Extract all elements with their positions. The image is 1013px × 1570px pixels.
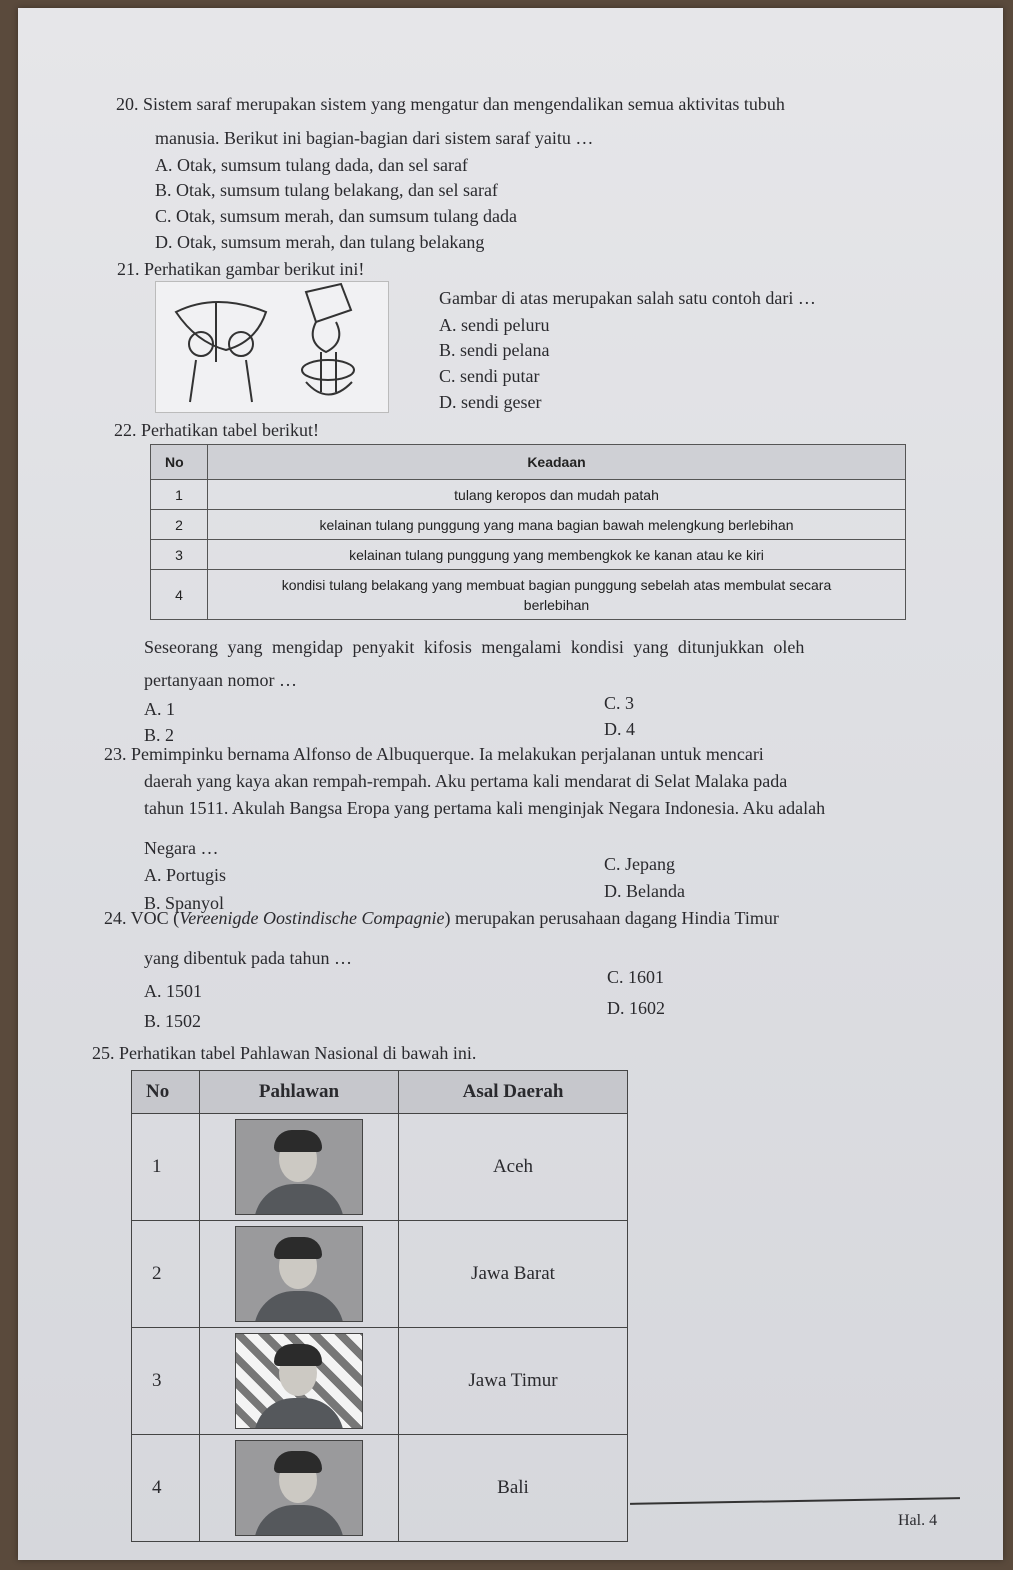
q24-line2: yang dibentuk pada tahun …: [144, 948, 352, 968]
row-asal: Aceh: [399, 1114, 628, 1221]
header-no: No: [151, 445, 208, 480]
q22-option-b: B. 2: [144, 725, 175, 745]
q24-option-b: B. 1502: [144, 1011, 202, 1031]
q23-line4: Negara …: [144, 838, 219, 858]
hero-photo-cell: [200, 1435, 399, 1542]
q21-option-a: A. sendi peluru: [439, 315, 550, 335]
q24-option-d: D. 1602: [607, 998, 665, 1018]
table-row: [132, 1435, 628, 1542]
q22-option-d: D. 4: [604, 719, 635, 739]
q23-option-d: D. Belanda: [604, 881, 685, 901]
row-no: 4: [151, 570, 208, 620]
row-no: 3: [151, 540, 208, 570]
q21-option-d: D. sendi geser: [439, 392, 542, 412]
q21-option-c: C. sendi putar: [439, 366, 540, 386]
joint-illustration: [155, 281, 389, 413]
q24-line1: [104, 905, 779, 931]
q23-option-b: B. Spanyol: [144, 893, 225, 913]
q23-line3: tahun 1511. Akulah Bangsa Eropa yang pertama kali menginjak Negara Indonesia. Aku adalah: [144, 798, 826, 818]
table-row: [151, 480, 906, 510]
q20-line1: 20. Sistem saraf merupakan sistem yang mengatur dan mengendalikan semua aktivitas tubuh: [116, 94, 785, 114]
table-row: [132, 1114, 628, 1221]
hero-photo-cell: [200, 1328, 399, 1435]
table-row: [151, 510, 906, 540]
row-keadaan: [208, 570, 906, 620]
q20-line2: manusia. Berikut ini bagian-bagian dari sistem saraf yaitu …: [155, 128, 594, 148]
hero-photo-cell: [200, 1221, 399, 1328]
q25-title: 25. Perhatikan tabel Pahlawan Nasional di bawah ini.: [92, 1043, 477, 1063]
table-row: [151, 570, 906, 620]
row-keadaan: kelainan tulang punggung yang mana bagian bawah melengkung berlebihan: [208, 510, 906, 540]
q22-title: 22. Perhatikan tabel berikut!: [114, 420, 319, 440]
page-number: Hal. 4: [898, 1512, 938, 1529]
table-header-row: [132, 1071, 628, 1114]
row-no: 1: [132, 1114, 200, 1221]
table-row: [132, 1328, 628, 1435]
hero-photo: [235, 1226, 363, 1322]
q22-line1: Seseorang yang mengidap penyakit kifosis mengalami kondisi yang ditunjukkan oleh: [144, 637, 805, 657]
header-keadaan: Keadaan: [208, 445, 906, 480]
hero-table: [131, 1070, 628, 1542]
header-no: No: [132, 1071, 200, 1114]
hero-photo: [235, 1333, 363, 1429]
header-asal-daerah: Asal Daerah: [399, 1071, 628, 1114]
header-pahlawan: Pahlawan: [200, 1071, 399, 1114]
hero-photo: [235, 1119, 363, 1215]
q20-option-c: C. Otak, sumsum merah, dan sumsum tulang dada: [155, 206, 517, 226]
row-asal: Bali: [399, 1435, 628, 1542]
hero-photo-cell: [200, 1114, 399, 1221]
q20-option-b: B. Otak, sumsum tulang belakang, dan sel saraf: [155, 180, 498, 200]
row-no: 2: [132, 1221, 200, 1328]
row-no: 3: [132, 1328, 200, 1435]
q23-line1: 23. Pemimpinku bernama Alfonso de Albuquerque. Ia melakukan perjalanan untuk mencari: [104, 744, 764, 764]
table-row: [132, 1221, 628, 1328]
hero-photo: [235, 1440, 363, 1536]
q24-option-c: C. 1601: [607, 967, 665, 987]
row-no: 2: [151, 510, 208, 540]
q24-line1-number: 24. VOC (: [104, 908, 180, 928]
q23-option-a: A. Portugis: [144, 865, 227, 885]
q21-question: Gambar di atas merupakan salah satu contoh dari …: [439, 288, 816, 308]
row-asal: Jawa Barat: [399, 1221, 628, 1328]
joint-drawing: [156, 282, 388, 412]
table-row: [151, 540, 906, 570]
q24-line1-italic: Vereenigde Oostindische Compagnie: [179, 908, 445, 928]
row-keadaan-line2: berlebihan: [523, 596, 590, 613]
q23-line2: daerah yang kaya akan rempah-rempah. Aku pertama kali mendarat di Selat Malaka pada: [144, 771, 788, 791]
q23-option-c: C. Jepang: [604, 854, 675, 874]
table-header-row: [151, 445, 906, 480]
condition-table: [150, 444, 906, 620]
q22-option-a: A. 1: [144, 699, 175, 719]
row-no: 4: [132, 1435, 200, 1542]
q20-option-a: A. Otak, sumsum tulang dada, dan sel saraf: [155, 155, 468, 175]
q21-option-b: B. sendi pelana: [439, 340, 550, 360]
row-no: 1: [151, 480, 208, 510]
q22-option-c: C. 3: [604, 693, 635, 713]
q24-line1-rest: ) merupakan perusahaan dagang Hindia Timur: [444, 908, 779, 928]
row-keadaan-line1: kondisi tulang belakang yang membuat bagian punggung sebelah atas membulat secara: [281, 576, 832, 593]
q21-title: 21. Perhatikan gambar berikut ini!: [117, 259, 365, 279]
row-keadaan: kelainan tulang punggung yang membengkok ke kanan atau ke kiri: [208, 540, 906, 570]
row-asal: Jawa Timur: [399, 1328, 628, 1435]
row-keadaan: tulang keropos dan mudah patah: [208, 480, 906, 510]
q22-line2: pertanyaan nomor …: [144, 670, 297, 690]
q20-option-d: D. Otak, sumsum merah, dan tulang belakang: [155, 232, 485, 252]
q24-option-a: A. 1501: [144, 981, 202, 1001]
